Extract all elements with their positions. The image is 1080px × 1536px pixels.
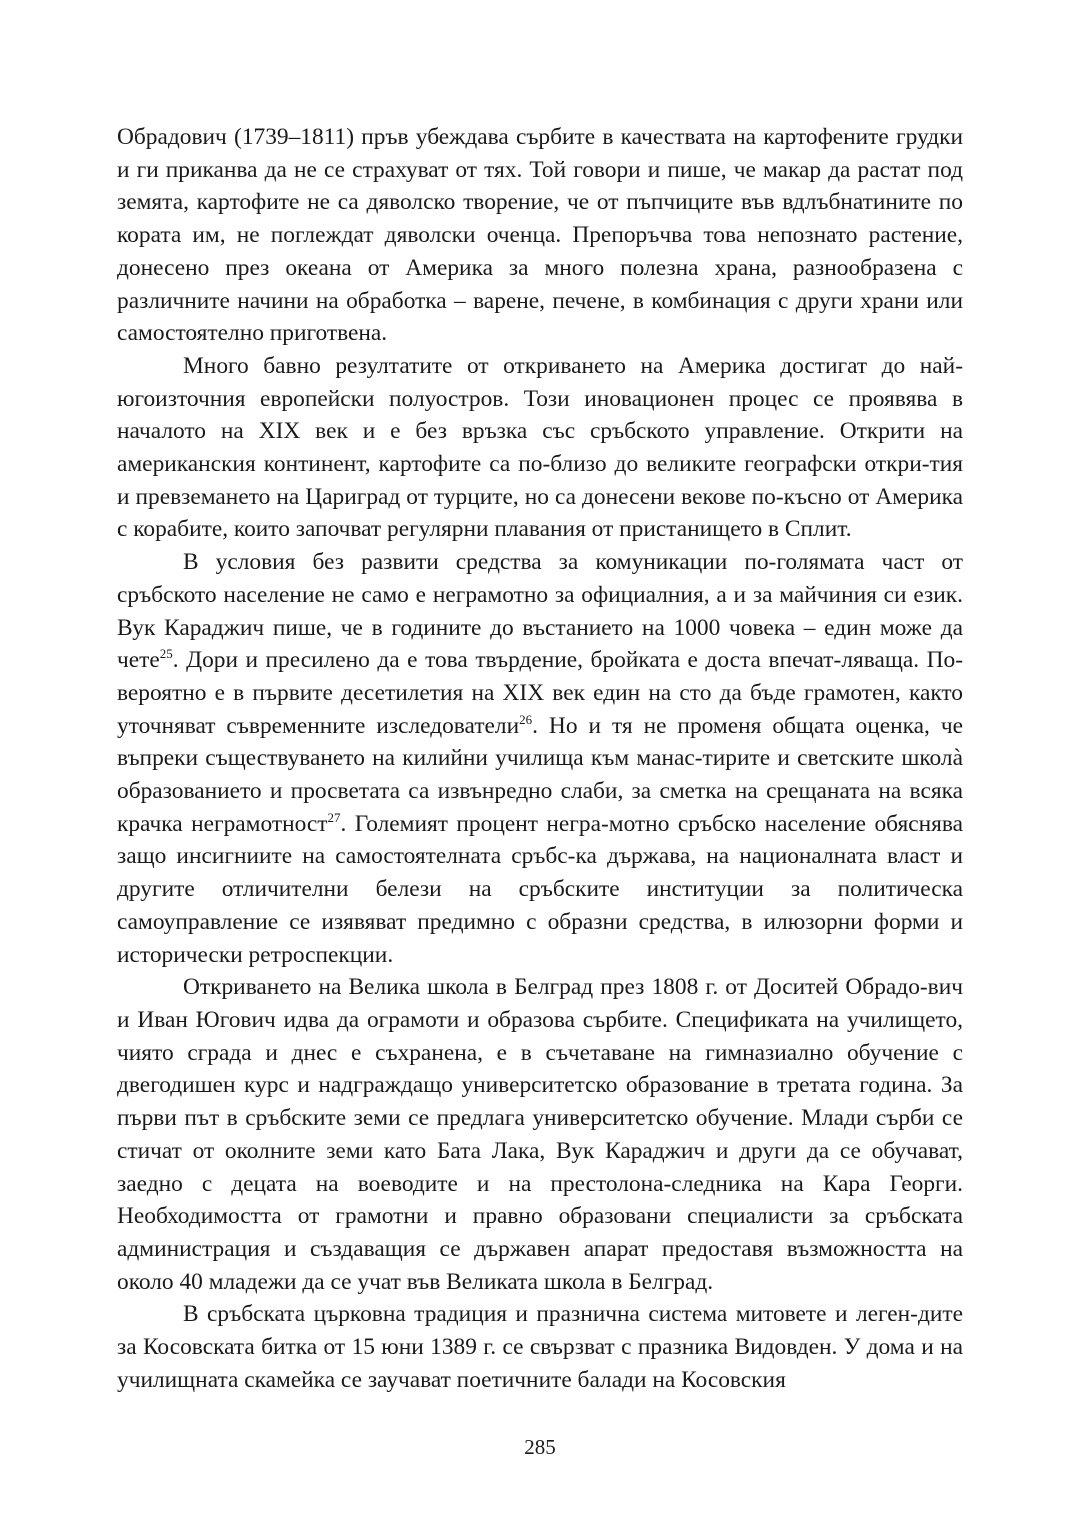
paragraph-text: . Големият процент негра-мотно сръбско население обяснява защо инсигниите на самостоятелната сръбс-ка държава, на националната власт и другите отличителни белези на сръбските институции за политическа самоуправление се изявяват предимно с образни средства, в илюзорни форми и исторически ретроспекции. xyxy=(117,810,964,968)
footnote-ref: 27 xyxy=(327,809,341,825)
footnote-ref: 26 xyxy=(519,711,533,727)
footnote-ref: 25 xyxy=(159,646,173,662)
paragraph-text: В сръбската църковна традиция и празнична система митовете и леген-дите за Косовската битка от 15 юни 1389 г. се свързват с празника Видовден. У дома и на училищната скамейка се заучават поетичните балади на Косовския xyxy=(117,1301,963,1393)
paragraph-text: Откриването на Велика школа в Белград през 1808 г. от Доситей Обрадо-вич и Иван Югович идва да ограмоти и образова сърбите. Спецификата на училището, чиято сграда и днес е съхранена, е в съчетаване на гимназиално обучение с двегодишен курс и надграждащо университетско образование в третата година. За първи път в сръбските земи се предлага университетско обучение. Млади сърби се стичат от околните земи като Бата Лака, Вук Караджич и други да се обучават, заедно с децата на воеводите и на престолона-следника на Кара Георги. Необходимостта от грамотни и правно образовани специалисти за сръбската администрация и създаващия се държавен апарат предоставя възможността на около 40 младежи да се учат във Великата школа в Белград. xyxy=(117,974,963,1295)
paragraph xyxy=(117,1298,963,1396)
paragraph-text: В условия без развити средства за комуникации по-голямата част от сръбското население не само е неграмотно за официалния, а и за майчиния си език. Вук Караджич пише, че в годините до въстанието на 1000 човека – един може да чете xyxy=(117,549,963,674)
paragraph-text: Много бавно резултатите от откриването на Америка достигат до най-югоизточния европейски полуостров. Този иновационен процес се проявява в началото на XIX век и е без връзка със сръбското управление. Открити на американския континент, картофите са по-близо до великите географски откри-тия и превземането на Цариград от турците, но са донесени векове по-късно от Америка с корабите, които започват регулярни плавания от пристанището в Сплит. xyxy=(117,352,963,543)
paragraph-text: Обрадович (1739–1811) пръв убеждава сърбите в качествата на картофените грудки и ги приканва да не се страхуват от тях. Той говори и пише, че макар да растат под земята, картофите не са дяволско творение, че от пъпчиците във вдлъбнатините по кората им, не поглеждат дяволски оченца. Препоръчва това непознато растение, донесено през океана от Америка за много полезна храна, разнообразена с различните начини на обработка – варене, печене, в комбинация с други храни или самостоятелно приготвена. xyxy=(117,124,963,347)
paragraph xyxy=(117,546,963,971)
paragraph-text: . Но и тя не променя общата оценка, че въпреки съществуването на килийни училища към манас-тирите и светските школà образованието и просветата са извънредно слаби, за сметка на срещаната на всяка крачка неграмотност xyxy=(117,712,963,837)
paragraph xyxy=(117,971,963,1298)
body-text xyxy=(117,121,963,1396)
page-number: 285 xyxy=(524,1435,556,1459)
paragraph-text: . Дори и пресилено да е това твърдение, бройката е доста впечат-ляваща. По-вероятно е в първите десетилетия на XIX век един на сто да бъде грамотен, както уточняват съвременните изследователи xyxy=(117,647,963,739)
paragraph xyxy=(117,121,963,350)
paragraph xyxy=(117,350,963,546)
